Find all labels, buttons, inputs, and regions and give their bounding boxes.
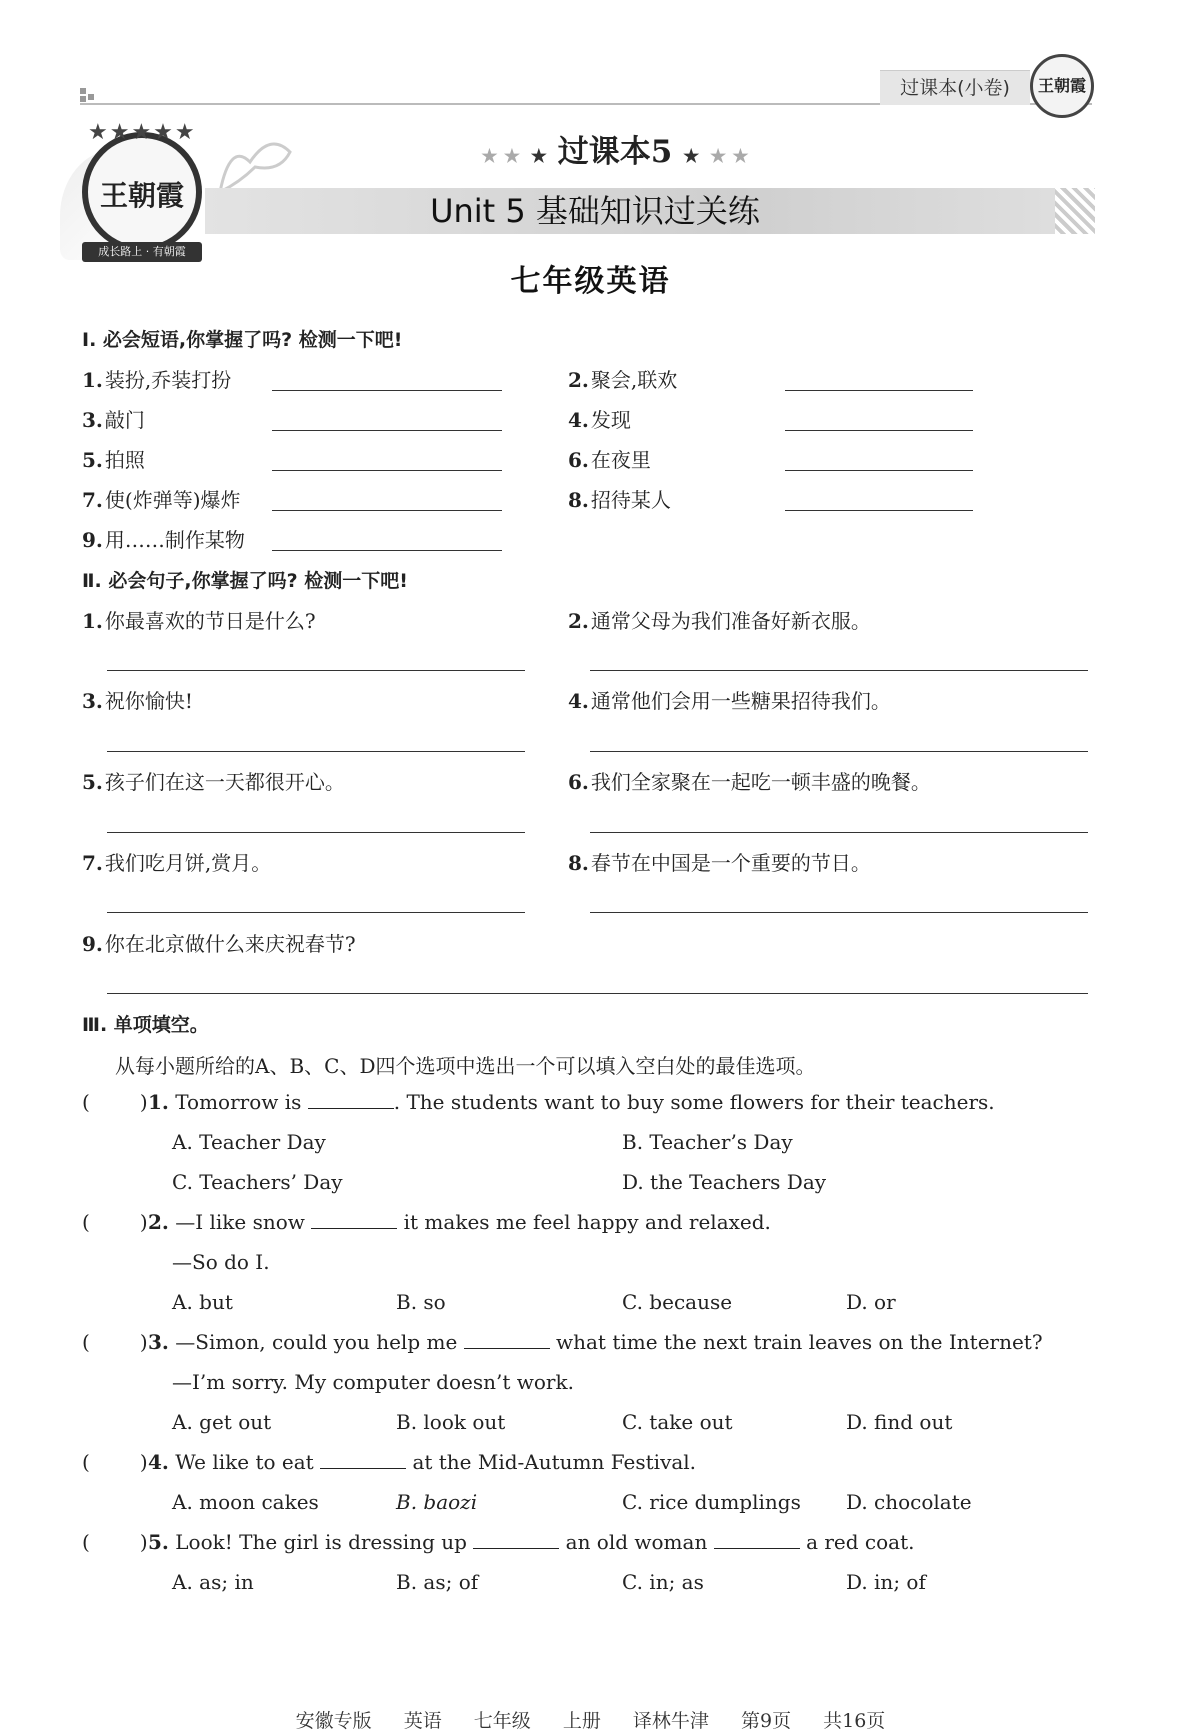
series-number: 5 [650,134,673,170]
paren-open: ( [82,1330,90,1354]
item-text: 你在北京做什么来庆祝春节? [104,932,356,956]
option-c[interactable]: C. because [622,1290,733,1314]
answer-line[interactable] [272,470,502,471]
option-d[interactable]: D. the Teachers Day [622,1170,827,1194]
paren-close: ) [139,1330,148,1354]
item-number: 3. [82,408,103,432]
corner-dots-decoration [80,88,104,102]
sentence-item [568,847,871,876]
brand-logo-small [1030,54,1094,118]
star-icon: ★ ★ [481,146,520,167]
answer-line[interactable] [590,670,1088,671]
item-number: 7. [82,488,103,512]
answer-line[interactable] [107,912,525,913]
item-number: 8. [568,851,589,875]
question-number: 1. [148,1090,169,1114]
blank[interactable] [311,1210,397,1229]
item-text: 招待某人 [590,488,671,512]
answer-line[interactable] [272,510,502,511]
item-text: 敲门 [104,408,145,432]
blank[interactable] [308,1090,394,1109]
option-b[interactable]: B. look out [396,1410,506,1434]
item-number: 3. [82,689,103,713]
answer-paren[interactable] [82,1330,148,1354]
item-number: 9. [82,528,103,552]
answer-line[interactable] [590,912,1088,913]
item-text: 祝你愉快! [104,689,193,713]
phrase-item [568,364,677,393]
series-title [470,126,760,171]
question-reply: —I’m sorry. My computer doesn’t work. [172,1370,574,1394]
item-number: 7. [82,851,103,875]
question-text: —I like snow [175,1210,305,1234]
option-d[interactable]: D. or [846,1290,896,1314]
answer-line[interactable] [107,993,1088,994]
brand-logo-small-text: 王朝霞 [1037,76,1086,95]
answer-line[interactable] [785,390,973,391]
footer-subject: 英语 [403,1710,442,1732]
item-number: 1. [82,609,103,633]
question-reply: —So do I. [172,1250,270,1274]
footer-page: 第9页 [740,1710,792,1732]
answer-line[interactable] [272,430,502,431]
paren-close: ) [139,1530,148,1554]
option-a[interactable]: A. Teacher Day [172,1130,326,1154]
answer-line[interactable] [107,670,525,671]
item-number: 5. [82,770,103,794]
option-a[interactable]: A. as; in [172,1570,254,1594]
star-icon: ★ [530,146,547,167]
option-c[interactable]: C. Teachers’ Day [172,1170,343,1194]
blank[interactable] [464,1330,550,1349]
paren-open: ( [82,1530,90,1554]
unit-title: Unit 5 基础知识过关练 [430,192,760,230]
question-text: Look! The girl is dressing up [175,1530,467,1554]
brand-logo-text: 王朝霞 [99,179,184,212]
answer-line[interactable] [785,510,973,511]
option-d[interactable]: D. in; of [846,1570,926,1594]
answer-paren[interactable] [82,1210,148,1234]
item-text: 通常父母为我们准备好新衣服。 [590,609,871,633]
phrase-item [82,524,245,553]
star-icon: ★ [683,146,700,167]
paren-close: ) [139,1450,148,1474]
item-text: 发现 [590,408,631,432]
option-b[interactable]: B. as; of [396,1570,479,1594]
item-number: 1. [82,368,103,392]
option-a[interactable]: A. get out [172,1410,272,1434]
question-text: —Simon, could you help me [175,1330,458,1354]
question-stem [148,1330,1043,1354]
item-text: 孩子们在这一天都很开心。 [104,770,345,794]
sentence-item [568,605,871,634]
item-text: 装扮,乔装打扮 [104,368,232,392]
item-text: 我们全家聚在一起吃一顿丰盛的晚餐。 [590,770,931,794]
sentence-item [82,605,316,634]
section3-instruction: 从每小题所给的A、B、C、D四个选项中选出一个可以填入空白处的最佳选项。 [115,1054,816,1078]
option-c[interactable]: C. in; as [622,1570,704,1594]
answer-line[interactable] [272,550,502,551]
answer-line[interactable] [590,832,1088,833]
item-text: 在夜里 [590,448,651,472]
footer-total: 共16页 [823,1710,886,1732]
question-stem [148,1090,995,1114]
footer-edition: 安徽专版 [295,1710,372,1732]
blank[interactable] [714,1530,800,1549]
option-a[interactable]: A. moon cakes [172,1490,319,1514]
answer-line[interactable] [107,751,525,752]
item-text: 拍照 [104,448,145,472]
phrase-item [568,444,651,473]
sentence-item [82,928,356,957]
sentence-item [568,685,891,714]
sentence-item [568,766,931,795]
item-number: 2. [568,368,589,392]
item-number: 4. [568,408,589,432]
question-text: an old woman [565,1530,708,1554]
blank[interactable] [473,1530,559,1549]
phrase-item [568,484,671,513]
answer-paren[interactable] [82,1530,148,1554]
question-number: 4. [148,1450,169,1474]
item-number: 2. [568,609,589,633]
answer-line[interactable] [785,430,973,431]
item-number: 8. [568,488,589,512]
sentence-item [82,847,271,876]
sentence-item [82,766,345,795]
option-d[interactable]: D. find out [846,1410,953,1434]
paren-open: ( [82,1090,90,1114]
section2-heading: Ⅱ. 必会句子,你掌握了吗? 检测一下吧! [82,570,408,592]
question-text: what time the next train leaves on the Internet? [556,1330,1043,1354]
item-text: 你最喜欢的节日是什么? [104,609,316,633]
item-number: 9. [82,932,103,956]
option-c[interactable]: C. take out [622,1410,733,1434]
question-stem [148,1530,914,1554]
blank[interactable] [320,1450,406,1469]
paren-close: ) [139,1090,148,1114]
item-text: 通常他们会用一些糖果招待我们。 [590,689,891,713]
banner-pattern [1055,188,1095,234]
answer-paren[interactable] [82,1090,148,1114]
brand-slogan: 成长路上 · 有朝霞 [82,242,202,262]
question-text: Tomorrow is [175,1090,302,1114]
item-text: 春节在中国是一个重要的节日。 [590,851,871,875]
item-text: 聚会,联欢 [590,368,678,392]
series-name: 过课本 [557,134,651,170]
phrase-item [82,364,231,393]
section1-heading: Ⅰ. 必会短语,你掌握了吗? 检测一下吧! [82,329,403,351]
paren-open: ( [82,1210,90,1234]
paren-close: ) [139,1210,148,1234]
header-badge: 过课本(小卷) [880,70,1030,105]
sentence-item [82,685,193,714]
phrase-item [82,444,145,473]
question-stem [148,1450,696,1474]
option-b[interactable]: B. Teacher’s Day [622,1130,793,1154]
item-number: 4. [568,689,589,713]
item-text: 用……制作某物 [104,528,245,552]
item-number: 5. [82,448,103,472]
option-a[interactable]: A. but [172,1290,233,1314]
option-b[interactable]: B. baozi [396,1490,478,1514]
phrase-item [568,404,631,433]
question-text: it makes me feel happy and relaxed. [403,1210,771,1234]
item-text: 使(炸弹等)爆炸 [104,488,241,512]
answer-line[interactable] [107,832,525,833]
question-text: We like to eat [175,1450,314,1474]
question-text: at the Mid-Autumn Festival. [412,1450,697,1474]
grade-title: 七年级英语 [510,264,671,299]
section3-heading: Ⅲ. 单项填空。 [82,1014,209,1036]
phrase-item [82,404,145,433]
item-number: 6. [568,770,589,794]
question-number: 3. [148,1330,169,1354]
footer-volume: 上册 [562,1710,601,1732]
question-text: . The students want to buy some flowers for their teachers. [393,1090,995,1114]
question-stem [148,1210,771,1234]
star-icon: ★ ★ [710,146,749,167]
option-b[interactable]: B. so [396,1290,446,1314]
answer-line[interactable] [785,470,973,471]
option-d[interactable]: D. chocolate [846,1490,972,1514]
answer-line[interactable] [590,751,1088,752]
item-text: 我们吃月饼,赏月。 [104,851,272,875]
option-c[interactable]: C. rice dumplings [622,1490,801,1514]
paren-open: ( [82,1450,90,1474]
phrase-item [82,484,241,513]
question-number: 5. [148,1530,169,1554]
footer-grade: 七年级 [473,1710,531,1732]
brand-logo [82,120,202,258]
item-number: 6. [568,448,589,472]
crown-icon: ★★★★★ [88,120,197,145]
question-text: a red coat. [806,1530,915,1554]
answer-paren[interactable] [82,1450,148,1474]
answer-line[interactable] [272,390,502,391]
page-footer [0,1706,1181,1733]
question-number: 2. [148,1210,169,1234]
footer-textbook: 译林牛津 [632,1710,709,1732]
